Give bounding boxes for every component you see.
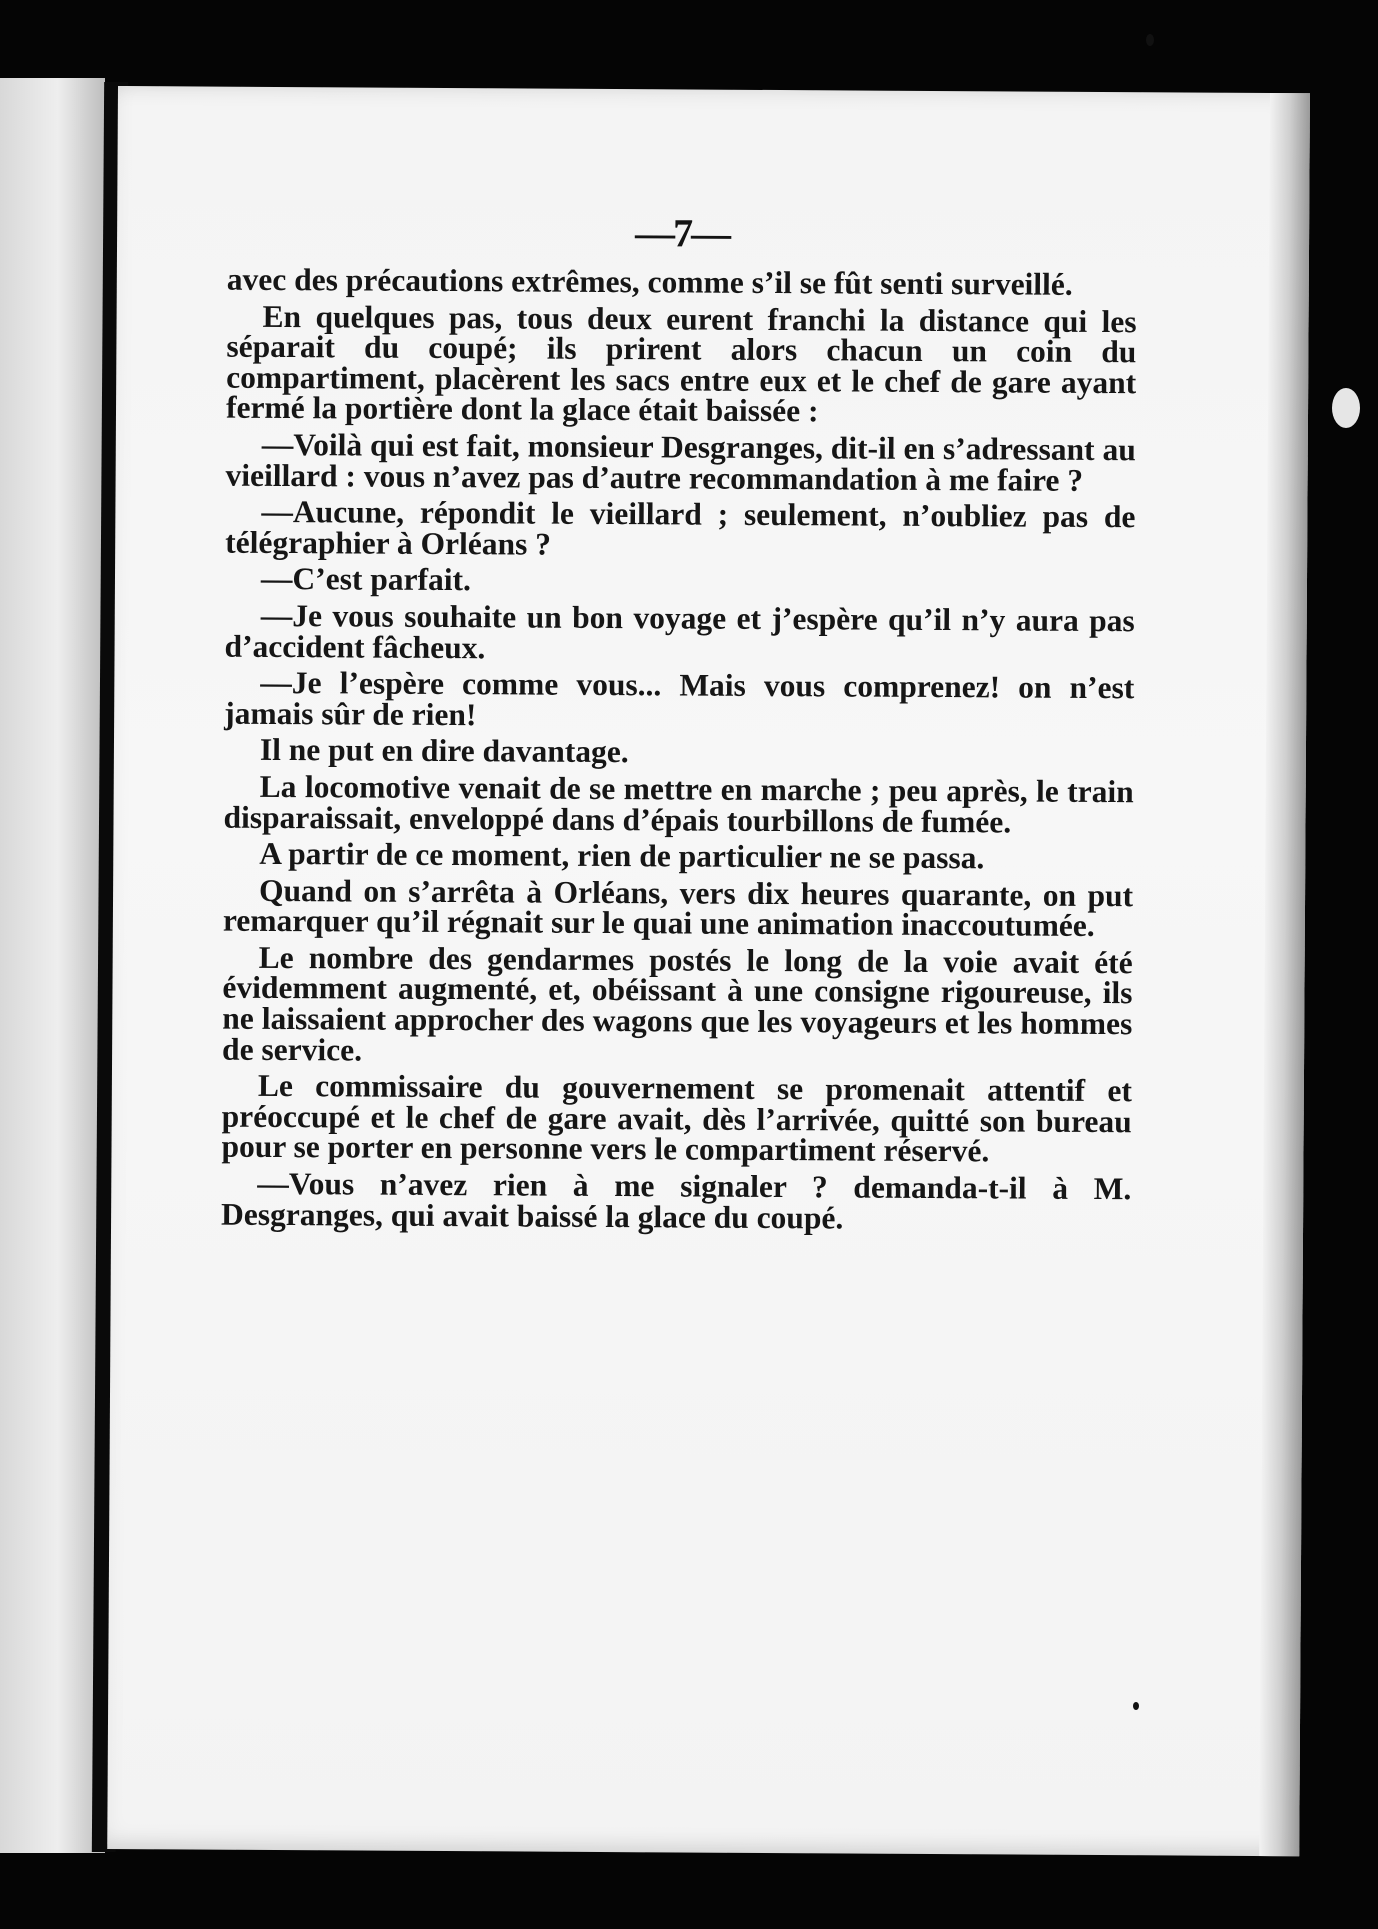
dust-speck: [1133, 1702, 1139, 1710]
paragraph: Le commissaire du gouvernement se promenait attentif et préoccupé et le chef de gare avait, dès l’arrivée, quitté son bureau pour se porter en personne vers le compartiment réservé.: [221, 1068, 1132, 1169]
page-right-edge: [1259, 93, 1310, 1856]
paragraph: —Je vous souhaite un bon voyage et j’espère qu’il n’y aura pas d’accident fâcheux.: [224, 597, 1135, 665]
paragraph: Il ne put en dire davantage.: [259, 732, 629, 770]
paragraph: La locomotive venait de se mettre en marche ; peu après, le train disparaissait, enveloppé dans d’épais tourbillons de fumée.: [223, 768, 1134, 839]
paragraph: —Aucune, répondit le vieillard ; seulement, n’oubliez pas de télégraphier à Orléans ?: [225, 494, 1136, 562]
paragraph: —Voilà qui est fait, monsieur Desgranges, dit-il en s’adressant au vieillard : vous n’avez pas d’autre recommandation à me faire ?: [225, 426, 1136, 498]
dust-speck: [1332, 388, 1360, 428]
dust-speck: [1146, 34, 1154, 46]
paragraph: Quand on s’arrêta à Orléans, vers dix heures quarante, on put remarquer qu’il régnait sur le quai une animation inaccoutumée.: [222, 872, 1134, 944]
paragraph: Le nombre des gendarmes postés le long de la voie avait été évidemment augmenté, et, obéissant à une consigne rigoureuse, ils ne laissaient approcher des wagons que les voyageurs et les hommes de service.: [222, 939, 1133, 1068]
page-number: —7—: [634, 210, 730, 256]
paragraph: avec des précautions extrêmes, comme s’il se fût senti surveillé.: [226, 261, 1073, 302]
paragraph: —C’est parfait.: [260, 561, 472, 598]
paragraph: —Je l’espère comme vous... Mais vous comprenez! on n’est jamais sûr de rien!: [224, 665, 1135, 732]
paragraph: En quelques pas, tous deux eurent franchi la distance qui les séparait du coupé; ils prirent alors chacun un coin du compartiment, placèrent les sacs entre eux et le chef de gare ayant fermé la portière dont la glace était baissée :: [225, 298, 1137, 429]
body-text: [221, 261, 1137, 1242]
book-page: [107, 86, 1310, 1856]
paragraph: —Vous n’avez rien à me signaler ? demanda-t-il à M. Desgranges, qui avait baissé la glace du coupé.: [221, 1165, 1132, 1236]
previous-page-edge: [0, 78, 105, 1853]
paragraph: A partir de ce moment, rien de particulier ne se passa.: [259, 835, 985, 876]
